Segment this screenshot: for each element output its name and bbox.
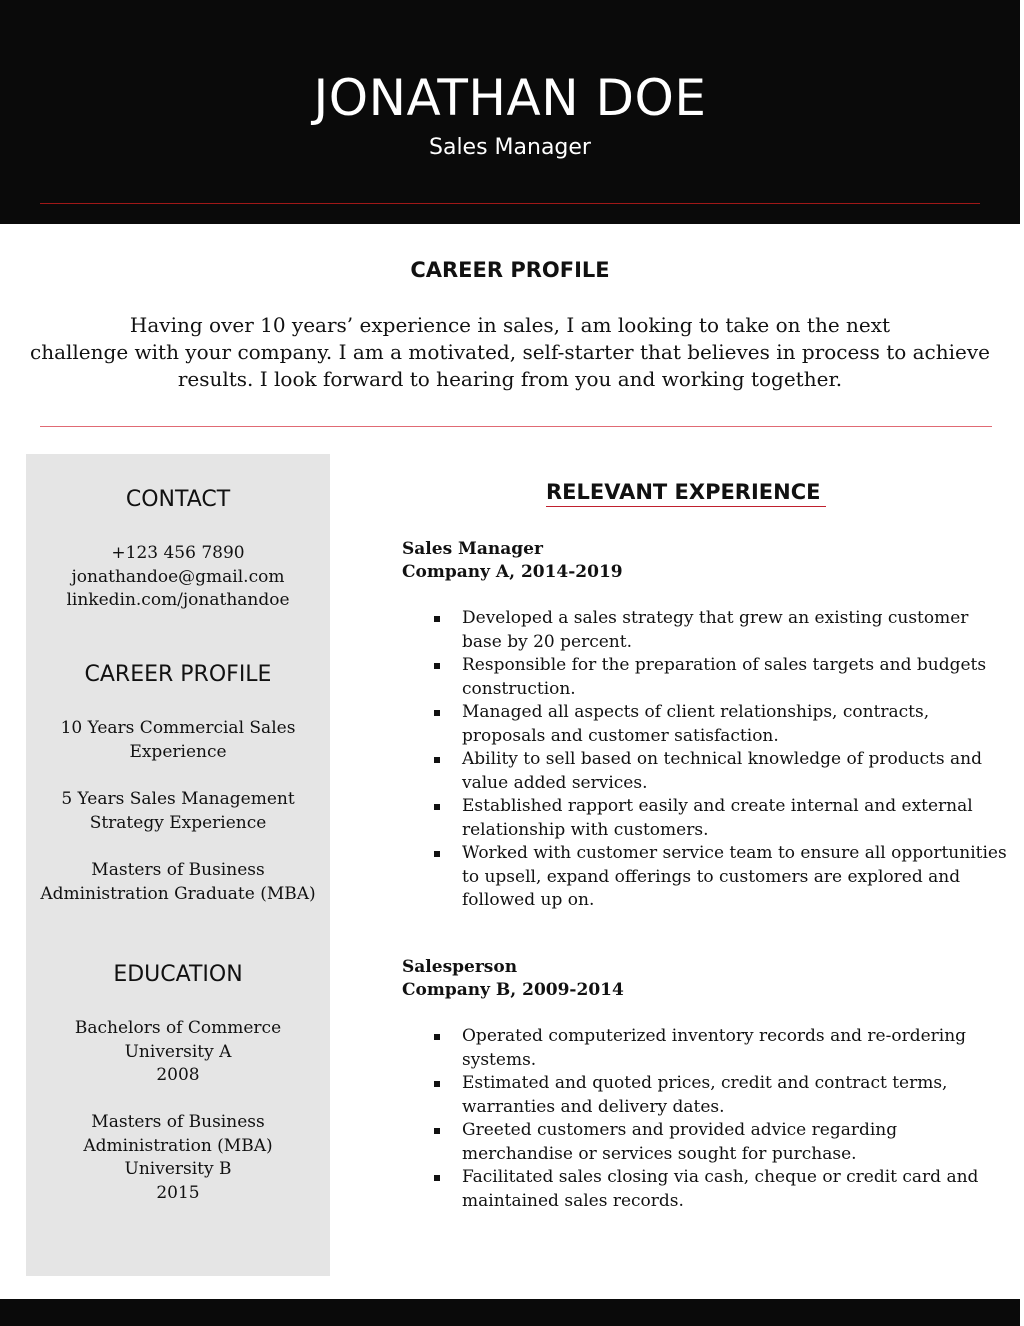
job-company: Company B, 2009-2014	[402, 980, 624, 1000]
contact-email: jonathandoe@gmail.com	[71, 567, 285, 587]
career-profile-heading: CAREER PROFILE	[410, 258, 610, 282]
list-item: Estimated and quoted prices, credit and contract terms, warranties and delivery dates.	[432, 1072, 1012, 1119]
list-item: Developed a sales strategy that grew an existing customer base by 20 percent.	[432, 607, 1012, 654]
header-banner	[0, 0, 1020, 224]
list-item: Operated computerized inventory records and re-ordering systems.	[432, 1025, 1012, 1072]
profile-item: 10 Years Commercial Sales Experience	[60, 718, 296, 762]
sidebar	[26, 454, 330, 1276]
list-item: Worked with customer service team to ensure all opportunities to upsell, expand offerings to customers are explored and followed up on.	[432, 842, 1012, 913]
sidebar-profile-heading: CAREER PROFILE	[84, 662, 272, 687]
list-item: Greeted customers and provided advice regarding merchandise or services sought for purchase.	[432, 1119, 1012, 1166]
list-item: Managed all aspects of client relationships, contracts, proposals and customer satisfaction.	[432, 701, 1012, 748]
job-title: Sales Manager	[402, 539, 543, 559]
candidate-name: JONATHAN DOE	[313, 69, 707, 127]
contact-linkedin: linkedin.com/jonathandoe	[66, 590, 290, 610]
job-company: Company A, 2014-2019	[402, 562, 623, 582]
experience-heading: RELEVANT EXPERIENCE	[546, 480, 826, 507]
header-divider	[40, 203, 980, 204]
list-item: Ability to sell based on technical knowledge of products and value added services.	[432, 748, 1012, 795]
contact-heading: CONTACT	[125, 487, 231, 512]
list-item: Responsible for the preparation of sales targets and budgets construction.	[432, 654, 1012, 701]
footer-bar	[0, 1299, 1020, 1326]
section-divider	[40, 426, 992, 427]
career-profile-text: Having over 10 years’ experience in sales, I am looking to take on the next challenge with your company. I am a motivated, self-starter that believes in process to achieve results. I look forward to hearing from you and working together.	[30, 313, 990, 391]
profile-item: Masters of Business Administration Graduate (MBA)	[40, 860, 316, 904]
list-item: Established rapport easily and create internal and external relationship with customers.	[432, 795, 1012, 842]
job-title: Salesperson	[402, 957, 518, 977]
list-item: Facilitated sales closing via cash, cheque or credit card and maintained sales records.	[432, 1166, 1012, 1213]
education-heading: EDUCATION	[113, 962, 243, 987]
job-bullets	[432, 607, 1012, 913]
contact-phone: +123 456 7890	[111, 543, 245, 563]
candidate-role: Sales Manager	[429, 135, 591, 160]
profile-item: 5 Years Sales Management Strategy Experience	[61, 789, 295, 833]
job-bullets	[432, 1025, 1012, 1213]
education-item: Bachelors of Commerce University A 2008	[74, 1018, 282, 1085]
education-item: Masters of Business Administration (MBA) University B 2015	[83, 1112, 273, 1203]
